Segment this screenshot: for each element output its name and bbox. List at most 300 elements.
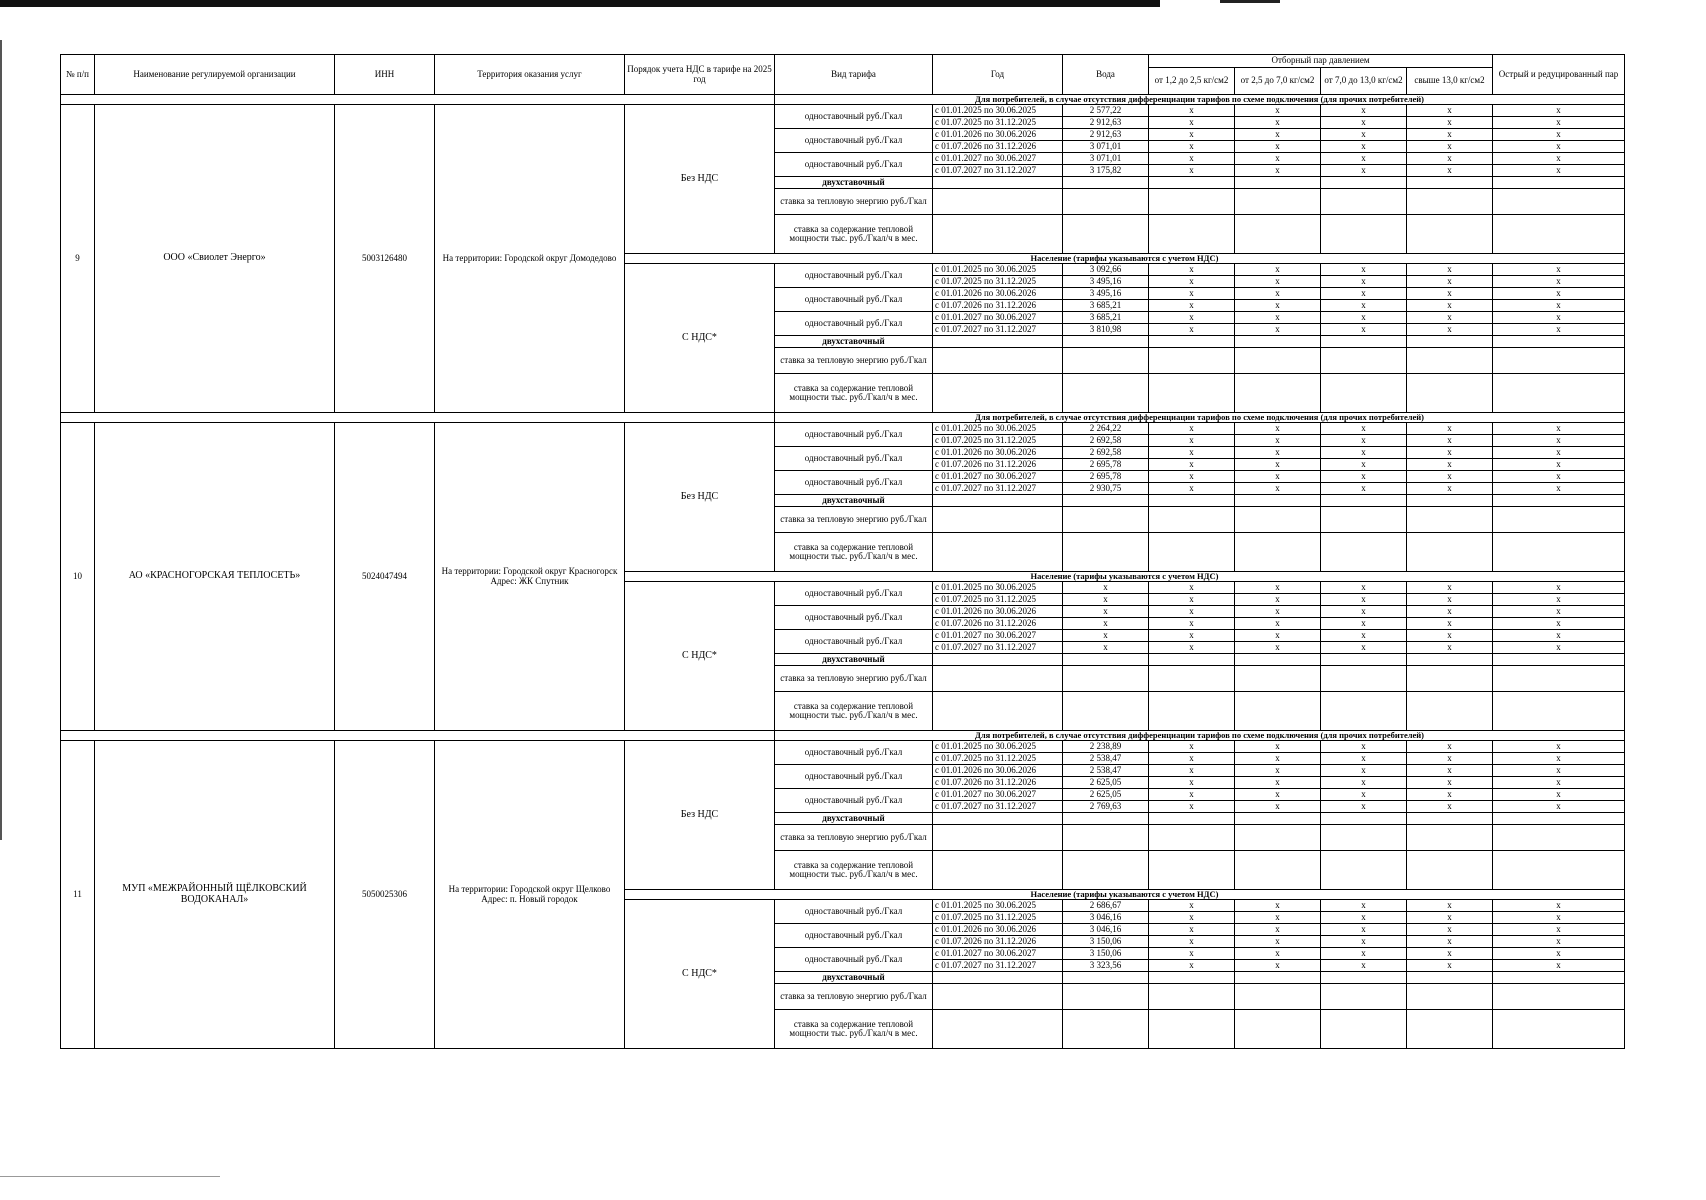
period-cell: с 01.01.2027 по 30.06.2027 xyxy=(933,789,1063,801)
separator-blank xyxy=(61,95,775,105)
steam-value: x xyxy=(1149,777,1235,789)
steam-value: x xyxy=(1235,483,1321,495)
period-cell: с 01.01.2027 по 30.06.2027 xyxy=(933,630,1063,642)
steam-value: x xyxy=(1493,741,1625,753)
empty-cell xyxy=(1321,654,1407,666)
water-value: x xyxy=(1063,642,1149,654)
empty-cell xyxy=(1493,374,1625,413)
period-cell: с 01.07.2026 по 31.12.2026 xyxy=(933,777,1063,789)
period-cell: с 01.07.2025 по 31.12.2025 xyxy=(933,117,1063,129)
tariff-type-capacity-rate: ставка за содержание тепловой мощности тыс. руб./Гкал/ч в мес. xyxy=(775,215,933,254)
steam-value: x xyxy=(1149,324,1235,336)
section-separator-other xyxy=(61,731,1625,741)
steam-value: x xyxy=(1493,594,1625,606)
steam-value: x xyxy=(1493,948,1625,960)
steam-value: x xyxy=(1493,606,1625,618)
tariff-table xyxy=(60,54,1625,1049)
steam-value: x xyxy=(1149,312,1235,324)
org-inn: 5024047494 xyxy=(335,423,435,731)
steam-value: x xyxy=(1407,129,1493,141)
empty-cell xyxy=(1235,825,1321,851)
steam-value: x xyxy=(1149,423,1235,435)
empty-cell xyxy=(1321,215,1407,254)
period-cell: с 01.01.2025 по 30.06.2025 xyxy=(933,105,1063,117)
empty-cell xyxy=(1063,654,1149,666)
steam-value: x xyxy=(1407,801,1493,813)
empty-cell xyxy=(933,972,1063,984)
col-steam-2: от 2,5 до 7,0 кг/см2 xyxy=(1235,68,1321,95)
water-value: 3 071,01 xyxy=(1063,153,1149,165)
empty-cell xyxy=(1321,507,1407,533)
steam-value: x xyxy=(1149,912,1235,924)
empty-cell xyxy=(1149,348,1235,374)
water-value: x xyxy=(1063,594,1149,606)
steam-value: x xyxy=(1407,789,1493,801)
empty-cell xyxy=(1235,692,1321,731)
steam-value: x xyxy=(1149,900,1235,912)
org-num: 9 xyxy=(61,105,95,413)
period-cell: с 01.01.2025 по 30.06.2025 xyxy=(933,582,1063,594)
period-cell: с 01.07.2027 по 31.12.2027 xyxy=(933,165,1063,177)
period-cell: с 01.01.2027 по 30.06.2027 xyxy=(933,948,1063,960)
steam-value: x xyxy=(1149,165,1235,177)
steam-value: x xyxy=(1235,264,1321,276)
steam-value: x xyxy=(1149,483,1235,495)
period-cell: с 01.01.2026 по 30.06.2026 xyxy=(933,288,1063,300)
steam-value: x xyxy=(1493,912,1625,924)
steam-value: x xyxy=(1235,471,1321,483)
water-value: 2 912,63 xyxy=(1063,129,1149,141)
empty-cell xyxy=(1407,336,1493,348)
steam-value: x xyxy=(1235,753,1321,765)
steam-value: x xyxy=(1407,276,1493,288)
period-cell: с 01.07.2026 по 31.12.2026 xyxy=(933,141,1063,153)
empty-cell xyxy=(1235,495,1321,507)
tariff-type-one-part: одноставочный руб./Гкал xyxy=(775,105,933,129)
steam-value: x xyxy=(1493,471,1625,483)
section-caption: Для потребителей, в случае отсутствия дифференциации тарифов по схеме подключения (для прочих потребителей) xyxy=(775,413,1625,423)
steam-value: x xyxy=(1493,900,1625,912)
steam-value: x xyxy=(1493,765,1625,777)
empty-cell xyxy=(933,348,1063,374)
empty-cell xyxy=(1149,533,1235,572)
water-value: 2 264,22 xyxy=(1063,423,1149,435)
steam-value: x xyxy=(1235,447,1321,459)
empty-cell xyxy=(1407,972,1493,984)
steam-value: x xyxy=(1321,129,1407,141)
empty-cell xyxy=(933,654,1063,666)
section-caption: Для потребителей, в случае отсутствия дифференциации тарифов по схеме подключения (для прочих потребителей) xyxy=(775,731,1625,741)
tariff-type-one-part: одноставочный руб./Гкал xyxy=(775,741,933,765)
vat-order-cell: С НДС* xyxy=(625,900,775,1049)
steam-value: x xyxy=(1493,447,1625,459)
tariff-type-one-part: одноставочный руб./Гкал xyxy=(775,789,933,813)
empty-cell xyxy=(1235,813,1321,825)
steam-value: x xyxy=(1493,801,1625,813)
steam-value: x xyxy=(1149,789,1235,801)
water-value: 3 323,56 xyxy=(1063,960,1149,972)
steam-value: x xyxy=(1321,105,1407,117)
tariff-type-capacity-rate: ставка за содержание тепловой мощности тыс. руб./Гкал/ч в мес. xyxy=(775,533,933,572)
tariff-type-two-part: двухставочный xyxy=(775,972,933,984)
steam-value: x xyxy=(1407,777,1493,789)
steam-value: x xyxy=(1235,765,1321,777)
empty-cell xyxy=(1063,336,1149,348)
tariff-type-energy-rate: ставка за тепловую энергию руб./Гкал xyxy=(775,825,933,851)
empty-cell xyxy=(1063,189,1149,215)
steam-value: x xyxy=(1149,471,1235,483)
empty-cell xyxy=(1235,348,1321,374)
period-cell: с 01.07.2027 по 31.12.2027 xyxy=(933,960,1063,972)
steam-value: x xyxy=(1407,630,1493,642)
steam-value: x xyxy=(1407,459,1493,471)
empty-cell xyxy=(1235,654,1321,666)
col-water: Вода xyxy=(1063,55,1149,95)
tariff-type-one-part: одноставочный руб./Гкал xyxy=(775,129,933,153)
water-value: 2 695,78 xyxy=(1063,459,1149,471)
steam-value: x xyxy=(1493,324,1625,336)
tariff-type-energy-rate: ставка за тепловую энергию руб./Гкал xyxy=(775,984,933,1010)
empty-cell xyxy=(1321,692,1407,731)
steam-value: x xyxy=(1149,936,1235,948)
steam-value: x xyxy=(1235,582,1321,594)
steam-value: x xyxy=(1493,165,1625,177)
steam-value: x xyxy=(1235,900,1321,912)
scan-top-edge xyxy=(0,0,1160,7)
period-cell: с 01.07.2027 по 31.12.2027 xyxy=(933,483,1063,495)
steam-value: x xyxy=(1321,765,1407,777)
steam-value: x xyxy=(1235,459,1321,471)
steam-value: x xyxy=(1321,288,1407,300)
steam-value: x xyxy=(1149,447,1235,459)
steam-value: x xyxy=(1235,324,1321,336)
empty-cell xyxy=(1321,972,1407,984)
period-cell: с 01.07.2025 по 31.12.2025 xyxy=(933,912,1063,924)
period-cell: с 01.07.2026 по 31.12.2026 xyxy=(933,300,1063,312)
empty-cell xyxy=(933,984,1063,1010)
water-value: 2 238,89 xyxy=(1063,741,1149,753)
steam-value: x xyxy=(1149,741,1235,753)
empty-cell xyxy=(1321,348,1407,374)
steam-value: x xyxy=(1321,741,1407,753)
tariff-type-capacity-rate: ставка за содержание тепловой мощности тыс. руб./Гкал/ч в мес. xyxy=(775,1010,933,1049)
steam-value: x xyxy=(1235,630,1321,642)
empty-cell xyxy=(1235,972,1321,984)
steam-value: x xyxy=(1321,276,1407,288)
empty-cell xyxy=(933,533,1063,572)
empty-cell xyxy=(933,374,1063,413)
steam-value: x xyxy=(1321,594,1407,606)
tariff-type-energy-rate: ставка за тепловую энергию руб./Гкал xyxy=(775,507,933,533)
steam-value: x xyxy=(1407,483,1493,495)
steam-value: x xyxy=(1149,129,1235,141)
tariff-type-two-part: двухставочный xyxy=(775,177,933,189)
empty-cell xyxy=(1321,825,1407,851)
water-value: 3 092,66 xyxy=(1063,264,1149,276)
period-cell: с 01.07.2026 по 31.12.2026 xyxy=(933,936,1063,948)
tariff-type-capacity-rate: ставка за содержание тепловой мощности тыс. руб./Гкал/ч в мес. xyxy=(775,374,933,413)
empty-cell xyxy=(1149,654,1235,666)
col-vat-order: Порядок учета НДС в тарифе на 2025 год xyxy=(625,55,775,95)
steam-value: x xyxy=(1493,459,1625,471)
steam-value: x xyxy=(1321,117,1407,129)
steam-value: x xyxy=(1321,900,1407,912)
steam-value: x xyxy=(1407,765,1493,777)
steam-value: x xyxy=(1321,582,1407,594)
empty-cell xyxy=(1407,692,1493,731)
section-caption: Население (тарифы указываются с учетом НДС) xyxy=(625,890,1625,900)
empty-cell xyxy=(1235,189,1321,215)
period-cell: с 01.01.2025 по 30.06.2025 xyxy=(933,423,1063,435)
water-value: 3 046,16 xyxy=(1063,912,1149,924)
steam-value: x xyxy=(1407,618,1493,630)
empty-cell xyxy=(1493,666,1625,692)
steam-value: x xyxy=(1235,912,1321,924)
steam-value: x xyxy=(1235,741,1321,753)
water-value: 3 685,21 xyxy=(1063,312,1149,324)
steam-value: x xyxy=(1321,630,1407,642)
tariff-document xyxy=(60,54,1624,1086)
section-separator-other xyxy=(61,95,1625,105)
steam-value: x xyxy=(1493,264,1625,276)
steam-value: x xyxy=(1235,789,1321,801)
water-value: 2 695,78 xyxy=(1063,471,1149,483)
empty-cell xyxy=(1235,984,1321,1010)
empty-cell xyxy=(1493,348,1625,374)
empty-cell xyxy=(1149,1010,1235,1049)
empty-cell xyxy=(1407,189,1493,215)
steam-value: x xyxy=(1407,288,1493,300)
steam-value: x xyxy=(1493,789,1625,801)
vat-order-cell: Без НДС xyxy=(625,423,775,572)
col-inn: ИНН xyxy=(335,55,435,95)
steam-value: x xyxy=(1493,312,1625,324)
empty-cell xyxy=(933,336,1063,348)
section-caption: Для потребителей, в случае отсутствия дифференциации тарифов по схеме подключения (для прочих потребителей) xyxy=(775,95,1625,105)
table-header xyxy=(61,55,1625,95)
period-cell: с 01.01.2027 по 30.06.2027 xyxy=(933,471,1063,483)
section-caption: Население (тарифы указываются с учетом НДС) xyxy=(625,572,1625,582)
tariff-type-one-part: одноставочный руб./Гкал xyxy=(775,312,933,336)
empty-cell xyxy=(1063,851,1149,890)
steam-value: x xyxy=(1321,165,1407,177)
steam-value: x xyxy=(1235,300,1321,312)
period-cell: с 01.07.2025 по 31.12.2025 xyxy=(933,276,1063,288)
steam-value: x xyxy=(1493,936,1625,948)
steam-value: x xyxy=(1235,276,1321,288)
period-cell: с 01.01.2026 по 30.06.2026 xyxy=(933,924,1063,936)
steam-value: x xyxy=(1321,618,1407,630)
empty-cell xyxy=(1493,215,1625,254)
steam-value: x xyxy=(1149,765,1235,777)
steam-value: x xyxy=(1321,153,1407,165)
empty-cell xyxy=(1407,507,1493,533)
empty-cell xyxy=(1407,851,1493,890)
tariff-type-two-part: двухставочный xyxy=(775,813,933,825)
steam-value: x xyxy=(1149,594,1235,606)
org-num: 10 xyxy=(61,423,95,731)
water-value: 2 930,75 xyxy=(1063,483,1149,495)
steam-value: x xyxy=(1407,141,1493,153)
separator-blank xyxy=(61,731,775,741)
empty-cell xyxy=(933,825,1063,851)
steam-value: x xyxy=(1235,105,1321,117)
steam-value: x xyxy=(1493,924,1625,936)
steam-value: x xyxy=(1321,141,1407,153)
tariff-type-one-part: одноставочный руб./Гкал xyxy=(775,630,933,654)
steam-value: x xyxy=(1321,936,1407,948)
col-tariff-type: Вид тарифа xyxy=(775,55,933,95)
empty-cell xyxy=(1149,177,1235,189)
period-cell: с 01.07.2026 по 31.12.2026 xyxy=(933,618,1063,630)
steam-value: x xyxy=(1493,141,1625,153)
water-value: 2 686,67 xyxy=(1063,900,1149,912)
steam-value: x xyxy=(1493,300,1625,312)
steam-value: x xyxy=(1235,948,1321,960)
steam-value: x xyxy=(1407,606,1493,618)
period-cell: с 01.07.2025 по 31.12.2025 xyxy=(933,435,1063,447)
steam-value: x xyxy=(1235,777,1321,789)
period-cell: с 01.07.2027 по 31.12.2027 xyxy=(933,801,1063,813)
empty-cell xyxy=(1149,507,1235,533)
tariff-type-energy-rate: ставка за тепловую энергию руб./Гкал xyxy=(775,348,933,374)
empty-cell xyxy=(1493,1010,1625,1049)
empty-cell xyxy=(1321,533,1407,572)
steam-value: x xyxy=(1149,642,1235,654)
org-name: АО «КРАСНОГОРСКАЯ ТЕПЛОСЕТЬ» xyxy=(95,423,335,731)
steam-value: x xyxy=(1407,582,1493,594)
water-value: x xyxy=(1063,618,1149,630)
steam-value: x xyxy=(1235,312,1321,324)
vat-order-cell: Без НДС xyxy=(625,741,775,890)
empty-cell xyxy=(1321,177,1407,189)
steam-value: x xyxy=(1407,264,1493,276)
steam-value: x xyxy=(1407,924,1493,936)
empty-cell xyxy=(1407,374,1493,413)
empty-cell xyxy=(1149,374,1235,413)
steam-value: x xyxy=(1149,618,1235,630)
col-territory: Территория оказания услуг xyxy=(435,55,625,95)
steam-value: x xyxy=(1493,642,1625,654)
steam-value: x xyxy=(1407,153,1493,165)
tariff-type-one-part: одноставочный руб./Гкал xyxy=(775,153,933,177)
steam-value: x xyxy=(1407,912,1493,924)
steam-value: x xyxy=(1149,459,1235,471)
steam-value: x xyxy=(1321,264,1407,276)
empty-cell xyxy=(1321,666,1407,692)
empty-cell xyxy=(1149,813,1235,825)
empty-cell xyxy=(1063,813,1149,825)
empty-cell xyxy=(1493,177,1625,189)
steam-value: x xyxy=(1321,423,1407,435)
tariff-type-one-part: одноставочный руб./Гкал xyxy=(775,264,933,288)
steam-value: x xyxy=(1493,129,1625,141)
empty-cell xyxy=(1063,984,1149,1010)
water-value: 3 150,06 xyxy=(1063,936,1149,948)
water-value: 2 692,58 xyxy=(1063,447,1149,459)
empty-cell xyxy=(1493,813,1625,825)
tariff-type-two-part: двухставочный xyxy=(775,336,933,348)
water-value: 3 046,16 xyxy=(1063,924,1149,936)
empty-cell xyxy=(1321,1010,1407,1049)
tariff-type-one-part: одноставочный руб./Гкал xyxy=(775,447,933,471)
water-value: x xyxy=(1063,630,1149,642)
empty-cell xyxy=(1235,215,1321,254)
water-value: 3 495,16 xyxy=(1063,288,1149,300)
steam-value: x xyxy=(1493,582,1625,594)
org-name: МУП «МЕЖРАЙОННЫЙ ЩЁЛКОВСКИЙ ВОДОКАНАЛ» xyxy=(95,741,335,1049)
tariff-type-one-part: одноставочный руб./Гкал xyxy=(775,582,933,606)
steam-value: x xyxy=(1407,900,1493,912)
period-cell: с 01.07.2027 по 31.12.2027 xyxy=(933,642,1063,654)
empty-cell xyxy=(1063,1010,1149,1049)
steam-value: x xyxy=(1407,741,1493,753)
steam-value: x xyxy=(1149,153,1235,165)
empty-cell xyxy=(933,813,1063,825)
steam-value: x xyxy=(1235,165,1321,177)
col-num: № п/п xyxy=(61,55,95,95)
empty-cell xyxy=(1407,825,1493,851)
steam-value: x xyxy=(1149,948,1235,960)
water-value: 3 495,16 xyxy=(1063,276,1149,288)
steam-value: x xyxy=(1321,777,1407,789)
empty-cell xyxy=(933,692,1063,731)
empty-cell xyxy=(1235,533,1321,572)
steam-value: x xyxy=(1407,936,1493,948)
steam-value: x xyxy=(1321,642,1407,654)
empty-cell xyxy=(1149,851,1235,890)
empty-cell xyxy=(1149,495,1235,507)
tariff-type-energy-rate: ставка за тепловую энергию руб./Гкал xyxy=(775,666,933,692)
steam-value: x xyxy=(1407,642,1493,654)
separator-blank xyxy=(61,413,775,423)
tariff-type-one-part: одноставочный руб./Гкал xyxy=(775,765,933,789)
steam-value: x xyxy=(1149,288,1235,300)
empty-cell xyxy=(1063,348,1149,374)
empty-cell xyxy=(1493,495,1625,507)
steam-value: x xyxy=(1235,642,1321,654)
col-sharp-steam: Острый и редуцированный пар xyxy=(1493,55,1625,95)
steam-value: x xyxy=(1493,483,1625,495)
steam-value: x xyxy=(1493,288,1625,300)
tariff-type-two-part: двухставочный xyxy=(775,654,933,666)
empty-cell xyxy=(1149,972,1235,984)
empty-cell xyxy=(1493,189,1625,215)
period-cell: с 01.01.2025 по 30.06.2025 xyxy=(933,900,1063,912)
water-value: 2 538,47 xyxy=(1063,765,1149,777)
period-cell: с 01.07.2026 по 31.12.2026 xyxy=(933,459,1063,471)
steam-value: x xyxy=(1321,606,1407,618)
steam-value: x xyxy=(1407,423,1493,435)
empty-cell xyxy=(1493,972,1625,984)
empty-cell xyxy=(1235,1010,1321,1049)
empty-cell xyxy=(1149,984,1235,1010)
water-value: 2 692,58 xyxy=(1063,435,1149,447)
empty-cell xyxy=(1321,813,1407,825)
empty-cell xyxy=(1149,215,1235,254)
steam-value: x xyxy=(1149,582,1235,594)
water-value: 3 175,82 xyxy=(1063,165,1149,177)
empty-cell xyxy=(1235,374,1321,413)
steam-value: x xyxy=(1321,471,1407,483)
steam-value: x xyxy=(1235,423,1321,435)
empty-cell xyxy=(1407,984,1493,1010)
steam-value: x xyxy=(1493,630,1625,642)
empty-cell xyxy=(1149,666,1235,692)
org-num: 11 xyxy=(61,741,95,1049)
empty-cell xyxy=(1063,825,1149,851)
water-value: 3 685,21 xyxy=(1063,300,1149,312)
